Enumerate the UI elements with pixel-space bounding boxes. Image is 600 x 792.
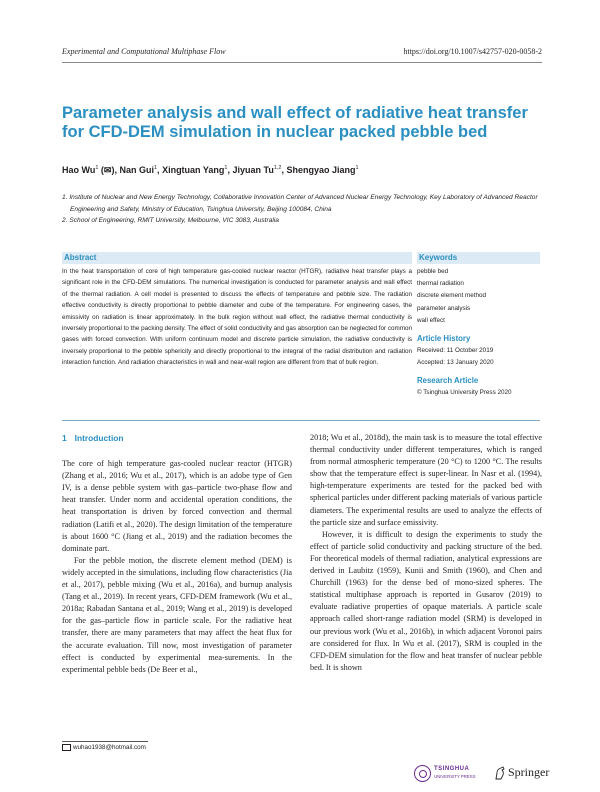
affiliation: 1. Institute of Nuclear and New Energy Technology, Collaborative Innovation Center of Advanced Nuclear Energy Technology, Key Laboratory of Advanced Reactor Engineering and Safety, Ministry of Education, Tsinghua University, Beijing 100084, China — [62, 194, 538, 213]
keywords-heading: Keywords — [417, 252, 540, 264]
abstract-rule — [62, 420, 540, 421]
journal-name: Experimental and Computational Multiphase Flow — [62, 47, 226, 56]
paragraph: The core of high temperature gas-cooled nuclear reactor (HTGR) (Zhang et al., 2016; Wu et al., 2017), which is an adobe type of Gen IV, is a dense pebble system with gas–particle two-phase flow and heat transfer. Under norm and accidental operation conditions, the heat transportation is driven by forced convection and thermal radiation (Latifi et al., 2020). The design limitation of the temperature is about 1600 °C (Jiang et al., 2019) and the radiation becomes the dominate part. — [62, 459, 292, 553]
author: Hao Wu$^1$ (✉), — [62, 165, 120, 175]
abstract-heading: Abstract — [62, 252, 412, 264]
affiliations — [62, 192, 540, 227]
received-date: Received: 11 October 2019 — [417, 347, 494, 355]
author: Nan Gui$^1$, — [119, 165, 163, 175]
tsinghua-logo-subtext: UNIVERSITY PRESS — [434, 774, 476, 779]
abstract-box — [62, 252, 540, 422]
author: Xingtuan Yang$^1$, — [162, 165, 233, 175]
running-header — [62, 47, 542, 61]
springer-logo-text: Springer — [508, 765, 550, 779]
corresponding-email: wuhao1938@hotmail.com — [62, 744, 146, 751]
section-heading: 1 Introduction — [62, 433, 124, 443]
keyword: thermal radiation — [417, 280, 464, 288]
author-list — [62, 165, 542, 176]
envelope-icon: (✉) — [98, 165, 115, 175]
keyword: parameter analysis — [417, 304, 471, 312]
keyword-list — [417, 266, 540, 327]
footnote-rule — [62, 741, 148, 742]
header-rule — [62, 62, 542, 63]
envelope-icon — [62, 744, 71, 751]
copyright: © Tsinghua University Press 2020 — [417, 389, 512, 397]
doi-link[interactable]: https://doi.org/10.1007/s42757-020-0058-2 — [403, 47, 542, 56]
accepted-date: Accepted: 13 January 2020 — [417, 359, 494, 367]
keyword: wall effect — [417, 316, 445, 324]
article-type-heading: Research Article — [417, 376, 479, 386]
paragraph: For the pebble motion, the discrete element method (DEM) is widely accepted in the simulations, including flow characteristics (Jia et al., 2017), pebble mixing (Wu et al., 2016a), and burnup analysis (Tang et al., 2019). In recent years, CFD-DEM framework (Wu et al., 2018a; Rabadan Santana et al., 2019; Wang et al., 2019) is developed for the gas–particle flow in particle scale. For the radiative heat transfer, there are many parameters that may affect the heat flux for the accurate evaluation. Till now, most investigation of parameter effect is conducted by experimental mea-surements. In the experimental pebble beds (De Beer et al., — [62, 555, 292, 674]
keyword: discrete element method — [417, 292, 486, 300]
paragraph: 2018; Wu et al., 2018d), the main task is to measure the total effective thermal conductivity under different temperatures, which is ranged from normal atmospheric temperature (20 °C) to 1200 °C. The results show that the temperature effect is super-linear. In Nasr et al. (1994), high-temperature experiments are tested for the packed bed with spherical particles under different packing materials of various particle diameters. The experimental results are used to analyze the effects of the particle size and surface emissivity. — [310, 433, 542, 527]
body-column-right — [310, 432, 542, 674]
keyword: pebble bed — [417, 268, 449, 275]
abstract-text: In the heat transportation of core of high temperature gas-cooled nuclear reactor (HTGR), radiative heat transfer plays a significant role in the CFD-DEM simulations. The numerical investigation is conducted for parameter analysis and wall effect of the thermal radiation. A cell model is presented to discuss the effects of temperature and pebble size. The radiation effective conductivity is directly proportional to pebble diameter and cube of the temperature. For engineering cases, the emissivity on radiation is linear approximately. In the bulk region without wall effect, the radiative thermal conductivity is inversely proportional to the packing density. The effect of solid conductivity and gas absorption can be neglected for common gases with forced convection. With uniform continuum model and discrete particle simulation, the radiative conductivity is inversely proportional to the pebble sphericity and directly proportional to the integral of the radial distribution and radiation interaction function. And radiation characteristics in wall and near-wall region are different from that of bulk region. — [62, 268, 412, 367]
paragraph: However, it is difficult to design the experiments to study the effect of particle solid conductivity and packing structure of the bed. For theoretical models of thermal radiation, analytical expressions are derived in Laubitz (1959), Kunii and Smith (1960), and Chen and Churchill (1963) for the dense bed of mono-sized spheres. The statistical multiphase approach is reported in Gusarov (2019) to evaluate radiative properties of opaque materials. A particle scale approach called short-range radiation model (SRM) is developed in our previous work (Wu et al., 2016b), in which adjacent Voronoi pairs are considered for flux. In Wu et al. (2017), SRM is coupled in the CFD-DEM simulation for the flow and heat transfer of nuclear pebble bed. It is shown — [310, 529, 542, 672]
abstract-section — [62, 252, 412, 369]
paper-title: Parameter analysis and wall effect of radiative heat transfer for CFD-DEM simulation in nuclear packed pebble bed — [62, 104, 528, 141]
tsinghua-seal-icon — [414, 765, 431, 782]
keywords-section — [417, 252, 540, 399]
publisher-logos — [414, 764, 550, 784]
springer-horse-icon — [494, 766, 506, 780]
affiliation: 2. School of Engineering, RMIT University, Melbourne, VIC 3083, Australia — [62, 217, 279, 224]
body-column-left — [62, 432, 292, 676]
author: Jiyuan Tu$^{1,2}$, — [232, 165, 287, 175]
history-heading: Article History — [417, 334, 471, 344]
author: Shengyao Jiang$^1$ — [286, 165, 359, 175]
tsinghua-logo-text: TSINGHUA — [434, 766, 470, 772]
